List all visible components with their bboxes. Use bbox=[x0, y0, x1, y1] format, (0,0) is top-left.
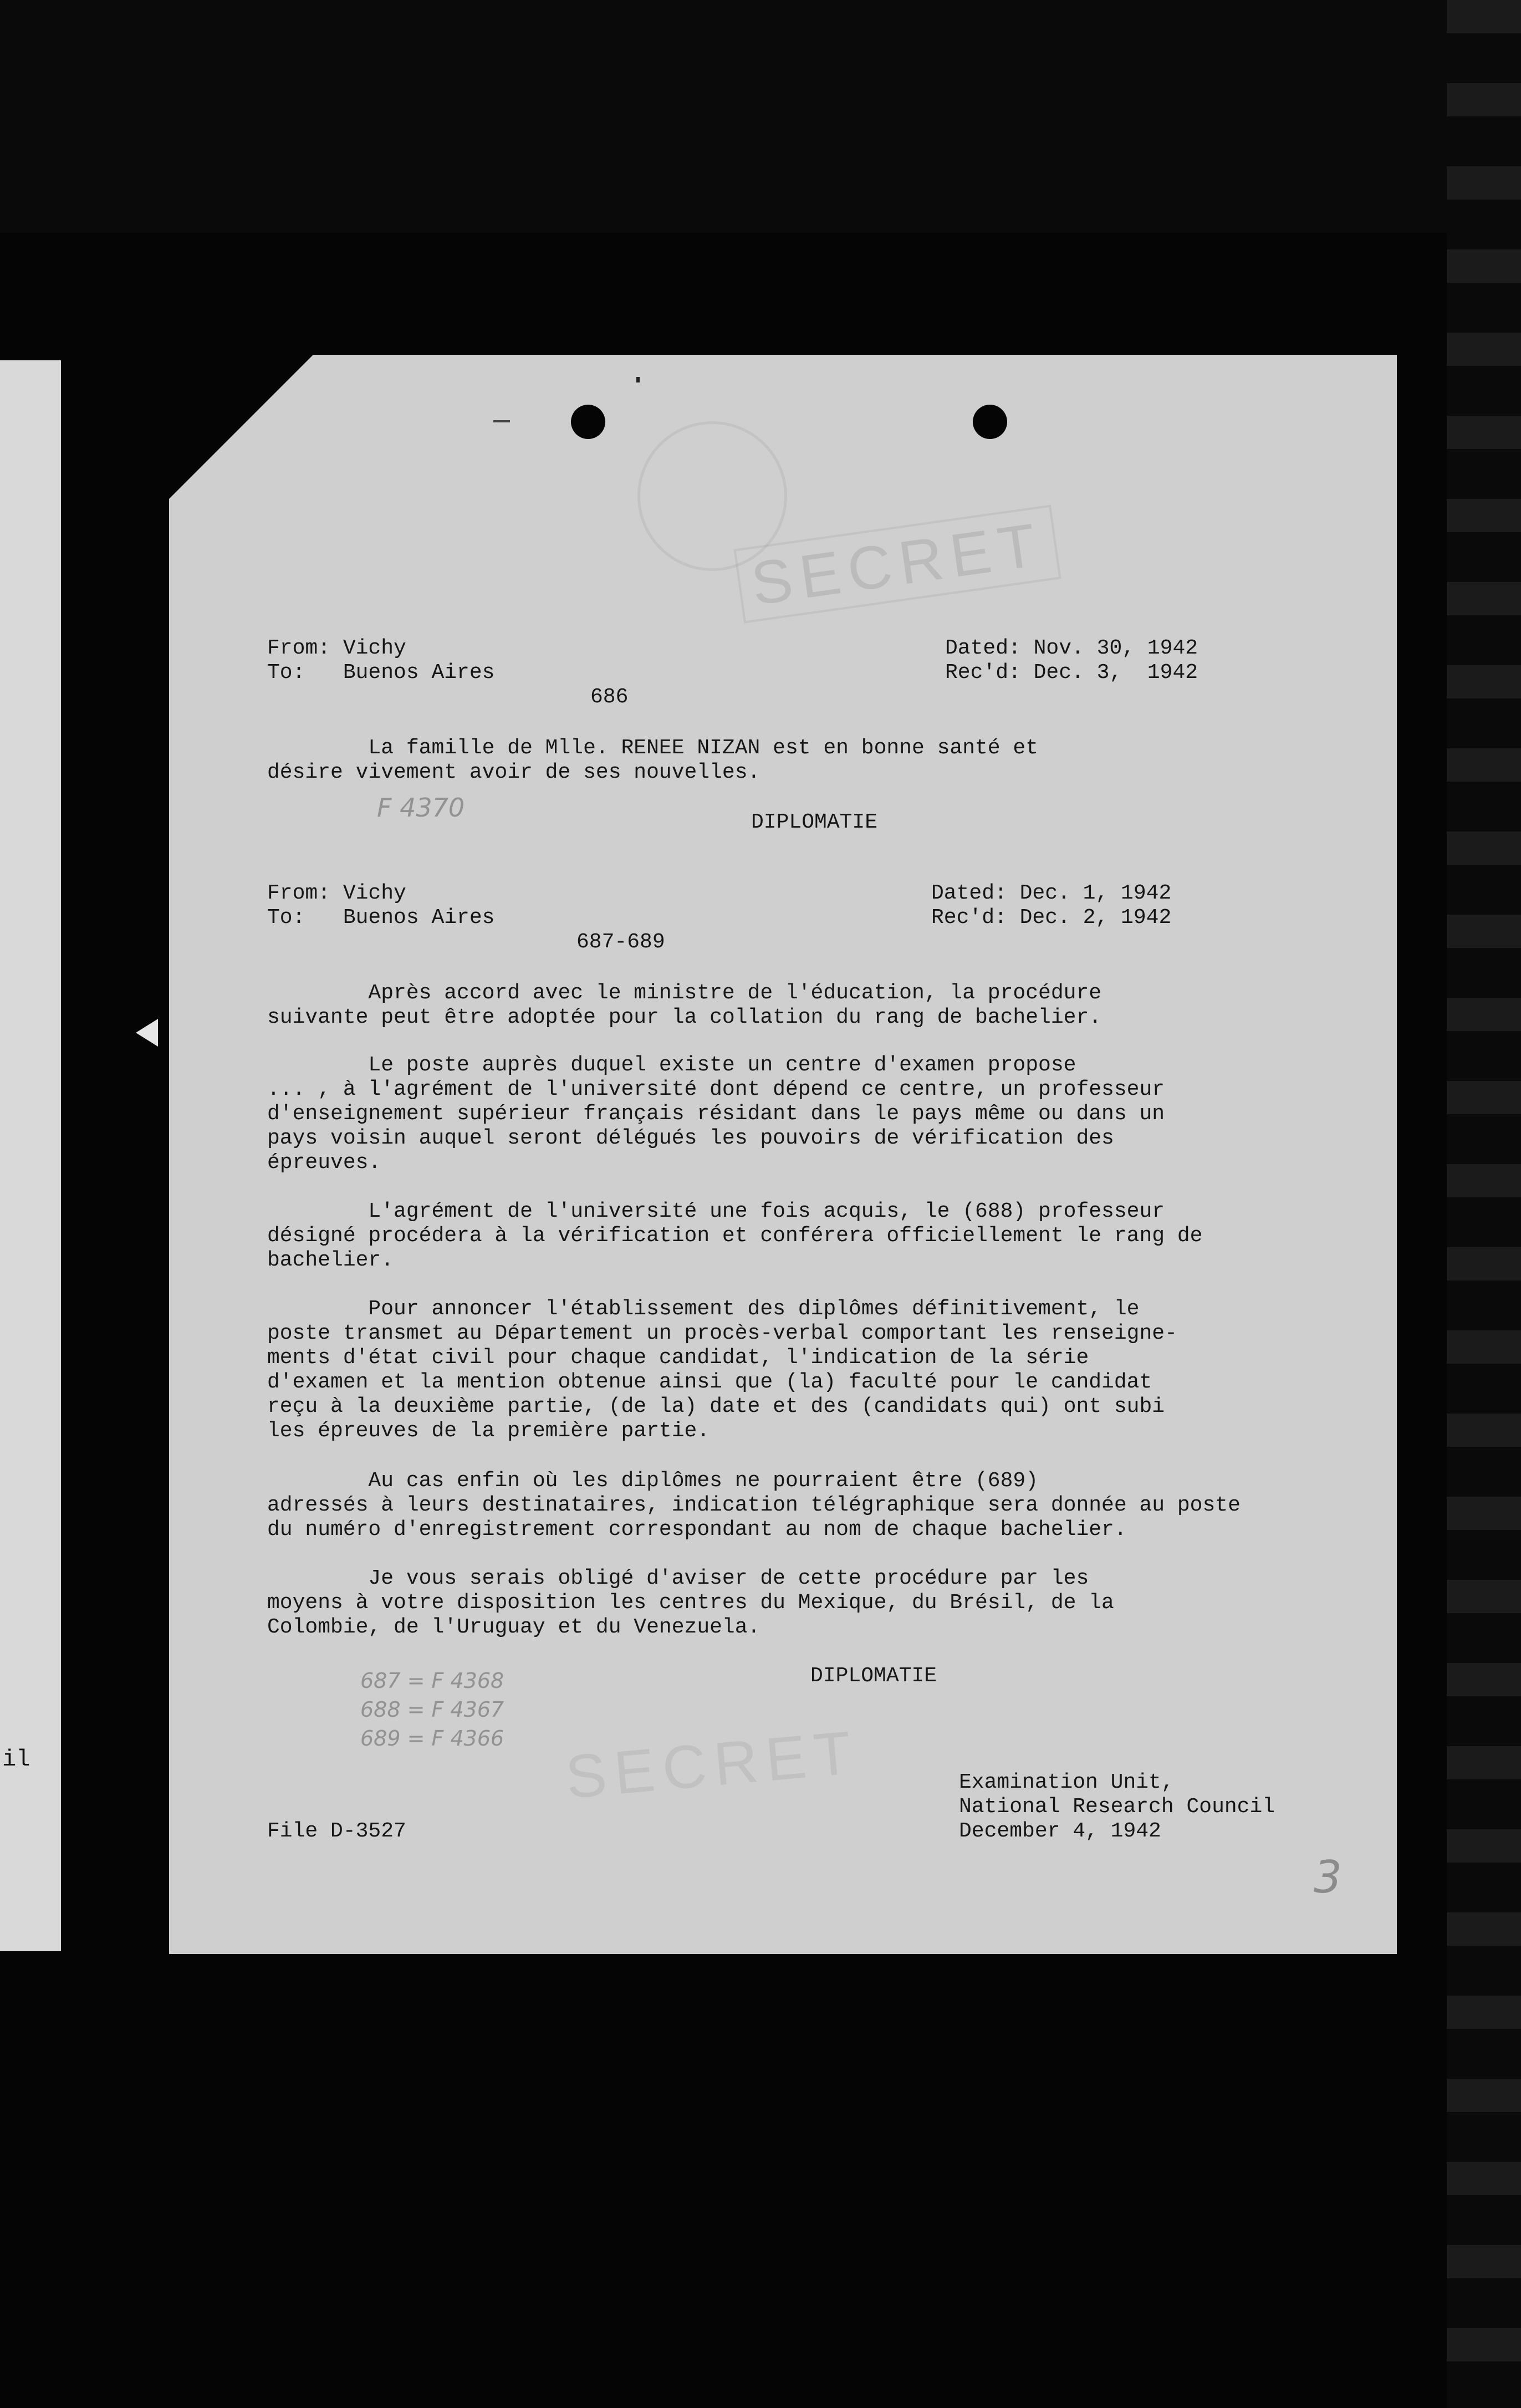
file-number: File D-3527 bbox=[267, 1819, 406, 1843]
msg2-from: From: Vichy bbox=[267, 881, 406, 905]
msg2-line: poste transmet au Département un procès-verbal comportant les renseigne- bbox=[267, 1322, 1177, 1345]
handwritten-ref: 687 = F 4368 bbox=[360, 1669, 504, 1693]
msg2-line: Le poste auprès duquel existe un centre d'examen propose bbox=[267, 1053, 1076, 1077]
msg1-signature: DIPLOMATIE bbox=[751, 810, 878, 834]
page-mark bbox=[636, 377, 640, 382]
page-dash-mark bbox=[493, 420, 510, 422]
unit-line: National Research Council bbox=[959, 1795, 1275, 1819]
msg2-line: Colombie, de l'Uruguay et du Venezuela. bbox=[267, 1615, 760, 1639]
msg2-line: Après accord avec le ministre de l'éducation, la procédure bbox=[267, 981, 1102, 1005]
msg1-from: From: Vichy bbox=[267, 636, 406, 660]
msg1-dated: Dated: Nov. 30, 1942 bbox=[945, 636, 1198, 660]
msg1-recd: Rec'd: Dec. 3, 1942 bbox=[945, 661, 1198, 685]
punch-hole-left bbox=[571, 405, 605, 439]
unit-line: December 4, 1942 bbox=[959, 1819, 1161, 1843]
adjacent-page-fragment: il bbox=[2, 1746, 30, 1773]
msg2-line: épreuves. bbox=[267, 1151, 381, 1175]
msg1-body-line: désire vivement avoir de ses nouvelles. bbox=[267, 761, 760, 784]
adjacent-page-left bbox=[0, 360, 61, 1951]
handwritten-ref-f4370: F 4370 bbox=[377, 793, 465, 823]
msg2-line: L'agrément de l'université une fois acquis, le (688) professeur bbox=[267, 1200, 1165, 1223]
punch-hole-right bbox=[973, 405, 1007, 439]
secret-stamp: SECRET bbox=[733, 504, 1061, 623]
unit-line: Examination Unit, bbox=[959, 1771, 1174, 1794]
film-top-band bbox=[0, 0, 1521, 233]
msg2-line: moyens à votre disposition les centres du Mexique, du Brésil, de la bbox=[267, 1591, 1114, 1615]
msg2-line: ments d'état civil pour chaque candidat, l'indication de la série bbox=[267, 1346, 1089, 1370]
msg2-to: To: Buenos Aires bbox=[267, 906, 495, 930]
msg1-number: 686 bbox=[590, 685, 629, 709]
msg2-line: adressés à leurs destinataires, indication télégraphique sera donnée au poste bbox=[267, 1493, 1241, 1517]
msg2-line: d'examen et la mention obtenue ainsi que (la) faculté pour le candidat bbox=[267, 1370, 1152, 1394]
msg2-recd: Rec'd: Dec. 2, 1942 bbox=[931, 906, 1172, 930]
msg2-number: 687-689 bbox=[576, 930, 665, 954]
page-number-mark: 3 bbox=[1314, 1851, 1342, 1903]
msg2-dated: Dated: Dec. 1, 1942 bbox=[931, 881, 1172, 905]
msg2-line: désigné procédera à la vérification et conférera officiellement le rang de bbox=[267, 1224, 1203, 1248]
msg1-body-line: La famille de Mlle. RENEE NIZAN est en bonne santé et bbox=[267, 736, 1039, 760]
film-sprocket-strip bbox=[1447, 0, 1521, 2408]
msg2-line: reçu à la deuxième partie, (de la) date et des (candidats qui) ont subi bbox=[267, 1395, 1165, 1419]
msg2-line: bachelier. bbox=[267, 1248, 394, 1272]
msg2-line: les épreuves de la première partie. bbox=[267, 1419, 710, 1443]
handwritten-ref: 689 = F 4366 bbox=[360, 1726, 504, 1751]
msg2-line: d'enseignement supérieur français résidant dans le pays même ou dans un bbox=[267, 1102, 1165, 1126]
msg2-line: Je vous serais obligé d'aviser de cette procédure par les bbox=[267, 1567, 1089, 1590]
msg2-line: ... , à l'agrément de l'université dont dépend ce centre, un professeur bbox=[267, 1078, 1165, 1101]
secret-stamp-faint: SECRET bbox=[563, 1718, 862, 1812]
msg2-line: du numéro d'enregistrement correspondant au nom de chaque bachelier. bbox=[267, 1518, 1127, 1542]
msg2-line: Pour annoncer l'établissement des diplômes définitivement, le bbox=[267, 1297, 1140, 1321]
handwritten-ref: 688 = F 4367 bbox=[360, 1697, 504, 1722]
msg2-line: suivante peut être adoptée pour la collation du rang de bachelier. bbox=[267, 1006, 1102, 1029]
msg2-signature: DIPLOMATIE bbox=[810, 1664, 937, 1688]
msg2-line: pays voisin auquel seront délégués les pouvoirs de vérification des bbox=[267, 1126, 1114, 1150]
msg1-to: To: Buenos Aires bbox=[267, 661, 495, 685]
margin-arrow bbox=[136, 1019, 158, 1047]
msg2-line: Au cas enfin où les diplômes ne pourraient être (689) bbox=[267, 1469, 1039, 1493]
